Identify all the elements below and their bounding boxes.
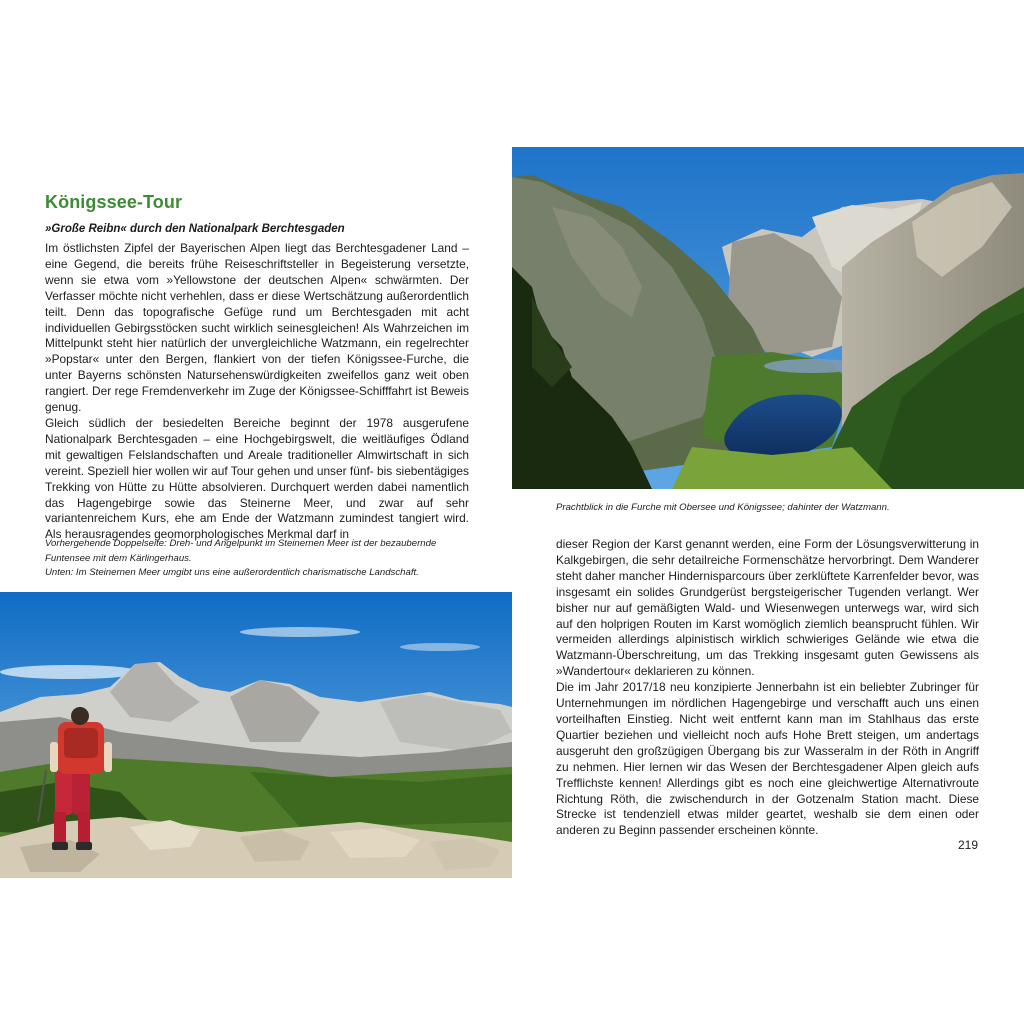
caption-previous-spread: Vorhergehende Doppelseite: Dreh- und Angelpunkt im Steinernen Meer ist der bezaubernde Funtensee mit dem Kärlingerhaus. xyxy=(45,538,437,564)
page-number: 219 xyxy=(958,838,979,852)
top-photo-caption: Prachtblick in die Furche mit Obersee und Königssee; dahinter der Watzmann. xyxy=(556,502,890,513)
body-paragraph: Gleich südlich der besiedelten Bereiche beginnt der 1978 ausgerufene Nationalpark Berchtesgaden – eine Hochgebirgswelt, die weitläufiges Ödland mit gewaltigen Felslandschaften und Areale traditioneller Almwirtschaft in sich vereint. Speziell hier wollen wir auf Tour gehen und unser fünf- bis siebentägiges Trekking von Hütte zu Hütte absolvieren. Durchquert werden dabei namentlich das Hagengebirge sowie das Steinerne Meer, und zwar auf sehr variantenreichem Kurs, ehe am Ende der Watzmann zumindest tangiert wird. Als herausragendes geomorphologisches Merkmal darf in xyxy=(45,415,469,542)
steinernes-meer-hiker-photo xyxy=(0,592,512,878)
caption-bottom-photo: Unten: Im Steinernen Meer umgibt uns eine außerordentlich charismatische Landschaft. xyxy=(45,567,419,578)
right-body-text xyxy=(556,537,979,838)
left-body-text xyxy=(45,241,469,542)
section-title: Königssee-Tour xyxy=(45,192,183,212)
left-caption xyxy=(45,537,475,581)
body-paragraph: dieser Region der Karst genannt werden, eine Form der Lösungsverwitterung in Kalkgebirgen, die sehr detailreiche Formenschätze hervorbringt. Dem Wanderer steht daher mancher Hindernisparcours über zerklüftete Karrenfelder bevor, was insgesamt ein solides Grundgerüst bergsteigerischer Tugenden verlangt. Wer bisher nur auf gemäßigten Wald- und Wiesenwegen unterwegs war, wird sich auf den holprigen Routen im Karst womöglich ziemlich beansprucht fühlen. Wir vermeiden allerdings alpinistisch wirklich schwieriges Gelände wie etwa die Watzmann-Überschreitung, um das Trekking insgesamt guten Gewissens als »Wandertour« deklarieren zu können. xyxy=(556,537,979,679)
body-paragraph: Die im Jahr 2017/18 neu konzipierte Jennerbahn ist ein beliebter Zubringer für Unternehmungen im nördlichen Hagengebirge und verschafft auch uns einen vorteilhaften Einstieg. Nicht weit entfernt kann man im Stahlhaus das erste Quartier beziehen und vielleicht noch aufs Hohe Brett steigen, um andertags ausgeruht den großzügigen Übergang bis zur Wasseralm in der Röth in Angriff zu nehmen. Hier lernen wir das Wesen der Berchtesgadener Alpen gleich aufs Trefflichste kennen! Allerdings gibt es noch eine gleichwertige Alternativroute Richtung Röth, die zwischendurch in der Gotzenalm Station macht. Diese Strecke ist tendenziell etwas milder geartet, weshalb sie dem einen oder anderen zu Beginn passender erscheinen könnte. xyxy=(556,680,979,838)
section-subtitle: »Große Reibn« durch den Nationalpark Berchtesgaden xyxy=(45,223,345,235)
konigssee-valley-photo xyxy=(512,147,1024,489)
body-paragraph: Im östlichsten Zipfel der Bayerischen Alpen liegt das Berchtesgadener Land – eine Gegend, die bereits frühe Reiseschriftsteller in Begeisterung versetzte, wenn sie etwa vom »Yellowstone der deutschen Alpen« schwärmten. Der Verfasser möchte nicht verhehlen, dass er diese Wertschätzung außerordentlich teilt. Denn das topografische Gefüge rund um Berchtesgaden mit acht individuellen Gebirgsstöcken sucht wirklich seinesgleichen! Als Wahrzeichen im Mittelpunkt steht hier natürlich der unvergleichliche Watzmann, ein regelrechter »Popstar« unter den Bergen, flankiert von der tiefen Königssee-Furche, die unter Bayerns schönsten Natursehenswürdigkeiten zweifellos ganz weit oben rangiert. Der rege Fremdenverkehr im Zuge der Königssee-Schifffahrt ist Beweis genug. xyxy=(45,241,469,415)
